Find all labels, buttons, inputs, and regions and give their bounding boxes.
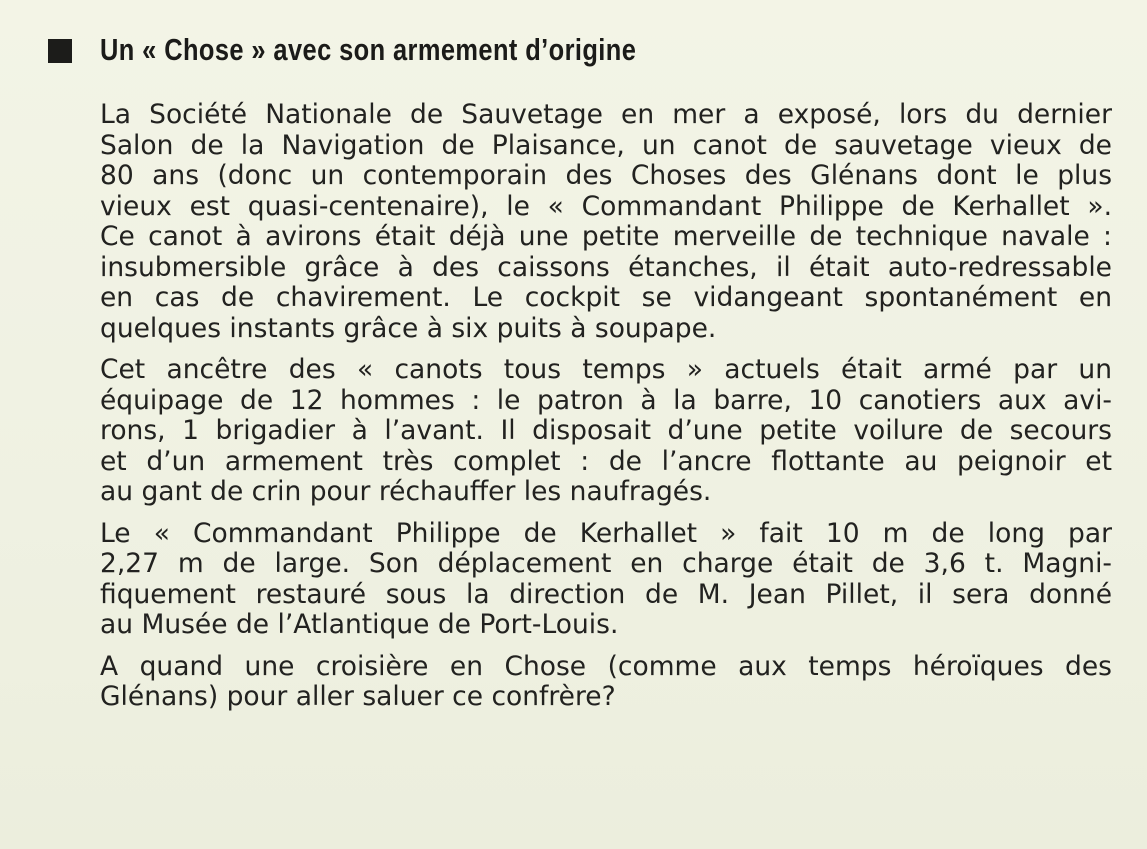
article-title: Un « Chose » avec son armement d’origine xyxy=(100,32,637,67)
text-line: fiquement restauré sous la direction de M. Jean Pillet, il sera donné xyxy=(100,579,1112,610)
text-line: équipage de 12 hommes : le patron à la barre, 10 canotiers aux avi- xyxy=(100,385,1112,416)
text-line: rons, 1 brigadier à l’avant. Il disposait d’une petite voilure de secours xyxy=(100,416,1112,446)
paragraph-4 xyxy=(100,652,1112,713)
text-line: Ce canot à avirons était déjà une petite merveille de technique navale : xyxy=(100,222,1112,252)
paragraph-1 xyxy=(100,100,1112,344)
text-line: insubmersible grâce à des caissons étanches, il était auto-redressable xyxy=(100,252,1112,283)
text-line: La Société Nationale de Sauvetage en mer a exposé, lors du dernier xyxy=(100,100,1112,130)
text-line: 2,27 m de large. Son déplacement en charge était de 3,6 t. Magni- xyxy=(100,549,1112,579)
paragraph-2 xyxy=(100,355,1112,508)
text-line: et d’un armement très complet : de l’ancre flottante au peignoir et xyxy=(100,446,1112,477)
paragraph-3 xyxy=(100,519,1112,641)
text-line: vieux est quasi-centenaire), le « Commandant Philippe de Kerhallet ». xyxy=(100,191,1112,222)
text-line: quelques instants grâce à six puits à soupape. xyxy=(100,313,717,344)
text-line: Glénans) pour aller saluer ce confrère? xyxy=(100,682,616,712)
square-bullet-icon xyxy=(48,39,72,63)
article-heading xyxy=(48,28,754,72)
text-line: Salon de la Navigation de Plaisance, un canot de sauvetage vieux de xyxy=(100,130,1112,161)
text-line: 80 ans (donc un contemporain des Choses des Glénans dont le plus xyxy=(100,161,1112,191)
text-line: Le « Commandant Philippe de Kerhallet » fait 10 m de long par xyxy=(100,518,1112,549)
text-line: Cet ancêtre des « canots tous temps » actuels était armé par un xyxy=(100,355,1112,385)
article-body xyxy=(100,100,1112,724)
text-line: A quand une croisière en Chose (comme aux temps héroïques des xyxy=(100,651,1112,682)
text-line: au Musée de l’Atlantique de Port-Louis. xyxy=(100,610,619,640)
text-line: en cas de chavirement. Le cockpit se vidangeant spontanément en xyxy=(100,283,1112,313)
text-line: au gant de crin pour réchauffer les naufragés. xyxy=(100,477,712,507)
